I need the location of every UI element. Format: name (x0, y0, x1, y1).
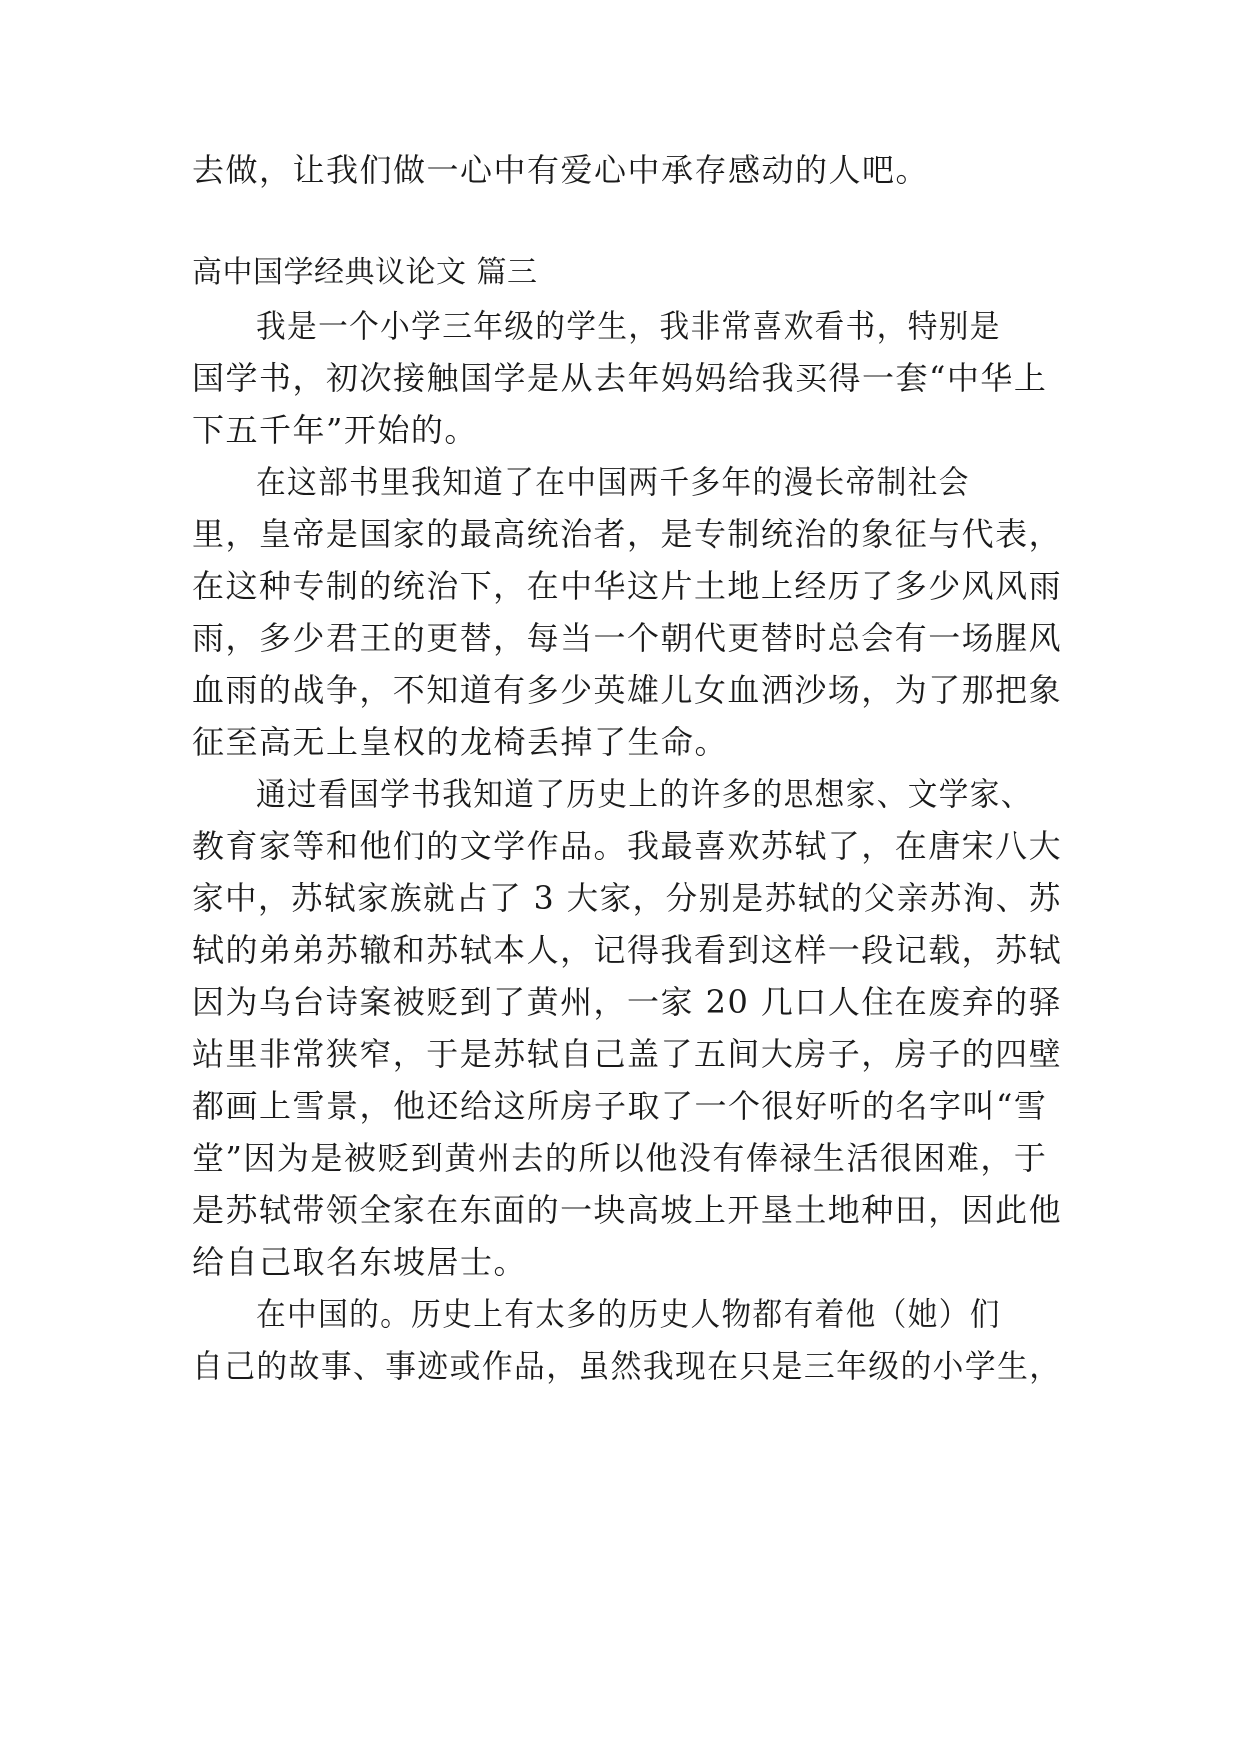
paragraph-line: 堂”因为是被贬到黄州去的所以他没有俸禄生活很困难，于 (192, 1139, 1048, 1177)
intro-line: 去做，让我们做一心中有爱心中承存感动的人吧。 (192, 151, 930, 189)
paragraph-line: 征至高无上皇权的龙椅丢掉了生命。 (192, 723, 729, 761)
paragraph-line: 国学书，初次接触国学是从去年妈妈给我买得一套“中华上 (192, 359, 1048, 397)
paragraph-line: 在中国的。历史上有太多的历史人物都有着他（她）们 (256, 1295, 1001, 1333)
paragraph-line: 都画上雪景，他还给这所房子取了一个很好听的名字叫“雪 (192, 1087, 1048, 1125)
paragraph-line: 通过看国学书我知道了历史上的许多的思想家、文学家、 (256, 775, 1032, 813)
paragraph-line: 站里非常狭窄，于是苏轼自己盖了五间大房子，房子的四壁 (192, 1035, 1063, 1073)
paragraph-line: 在这部书里我知道了在中国两千多年的漫长帝制社会 (256, 463, 970, 501)
paragraph-line: 轼的弟弟苏辙和苏轼本人，记得我看到这样一段记载，苏轼 (192, 931, 1063, 969)
paragraph-line: 是苏轼带领全家在东面的一块高坡上开垦土地种田，因此他 (192, 1191, 1063, 1229)
paragraph-line: 下五千年”开始的。 (192, 411, 478, 449)
paragraph-line: 给自己取名东坡居士。 (192, 1243, 528, 1281)
paragraph-line: 血雨的战争，不知道有多少英雄儿女血洒沙场，为了那把象 (192, 671, 1063, 709)
section-heading: 高中国学经典议论文 篇三 (192, 255, 538, 290)
paragraph-line: 教育家等和他们的文学作品。我最喜欢苏轼了，在唐宋八大 (192, 827, 1063, 865)
paragraph-line: 在这种专制的统治下，在中华这片土地上经历了多少风风雨 (192, 567, 1063, 605)
paragraph-line: 雨，多少君王的更替，每当一个朝代更替时总会有一场腥风 (192, 619, 1063, 657)
paragraph-line: 里，皇帝是国家的最高统治者，是专制统治的象征与代表， (192, 515, 1063, 553)
paragraph-line: 因为乌台诗案被贬到了黄州，一家 20 几口人住在废弃的驿 (192, 983, 1063, 1021)
paragraph-line: 我是一个小学三年级的学生，我非常喜欢看书，特别是 (256, 307, 1001, 345)
paragraph-line: 自己的故事、事迹或作品，虽然我现在只是三年级的小学生， (192, 1347, 1062, 1385)
paragraph-line: 家中，苏轼家族就占了 3 大家，分别是苏轼的父亲苏洵、苏 (192, 879, 1062, 917)
